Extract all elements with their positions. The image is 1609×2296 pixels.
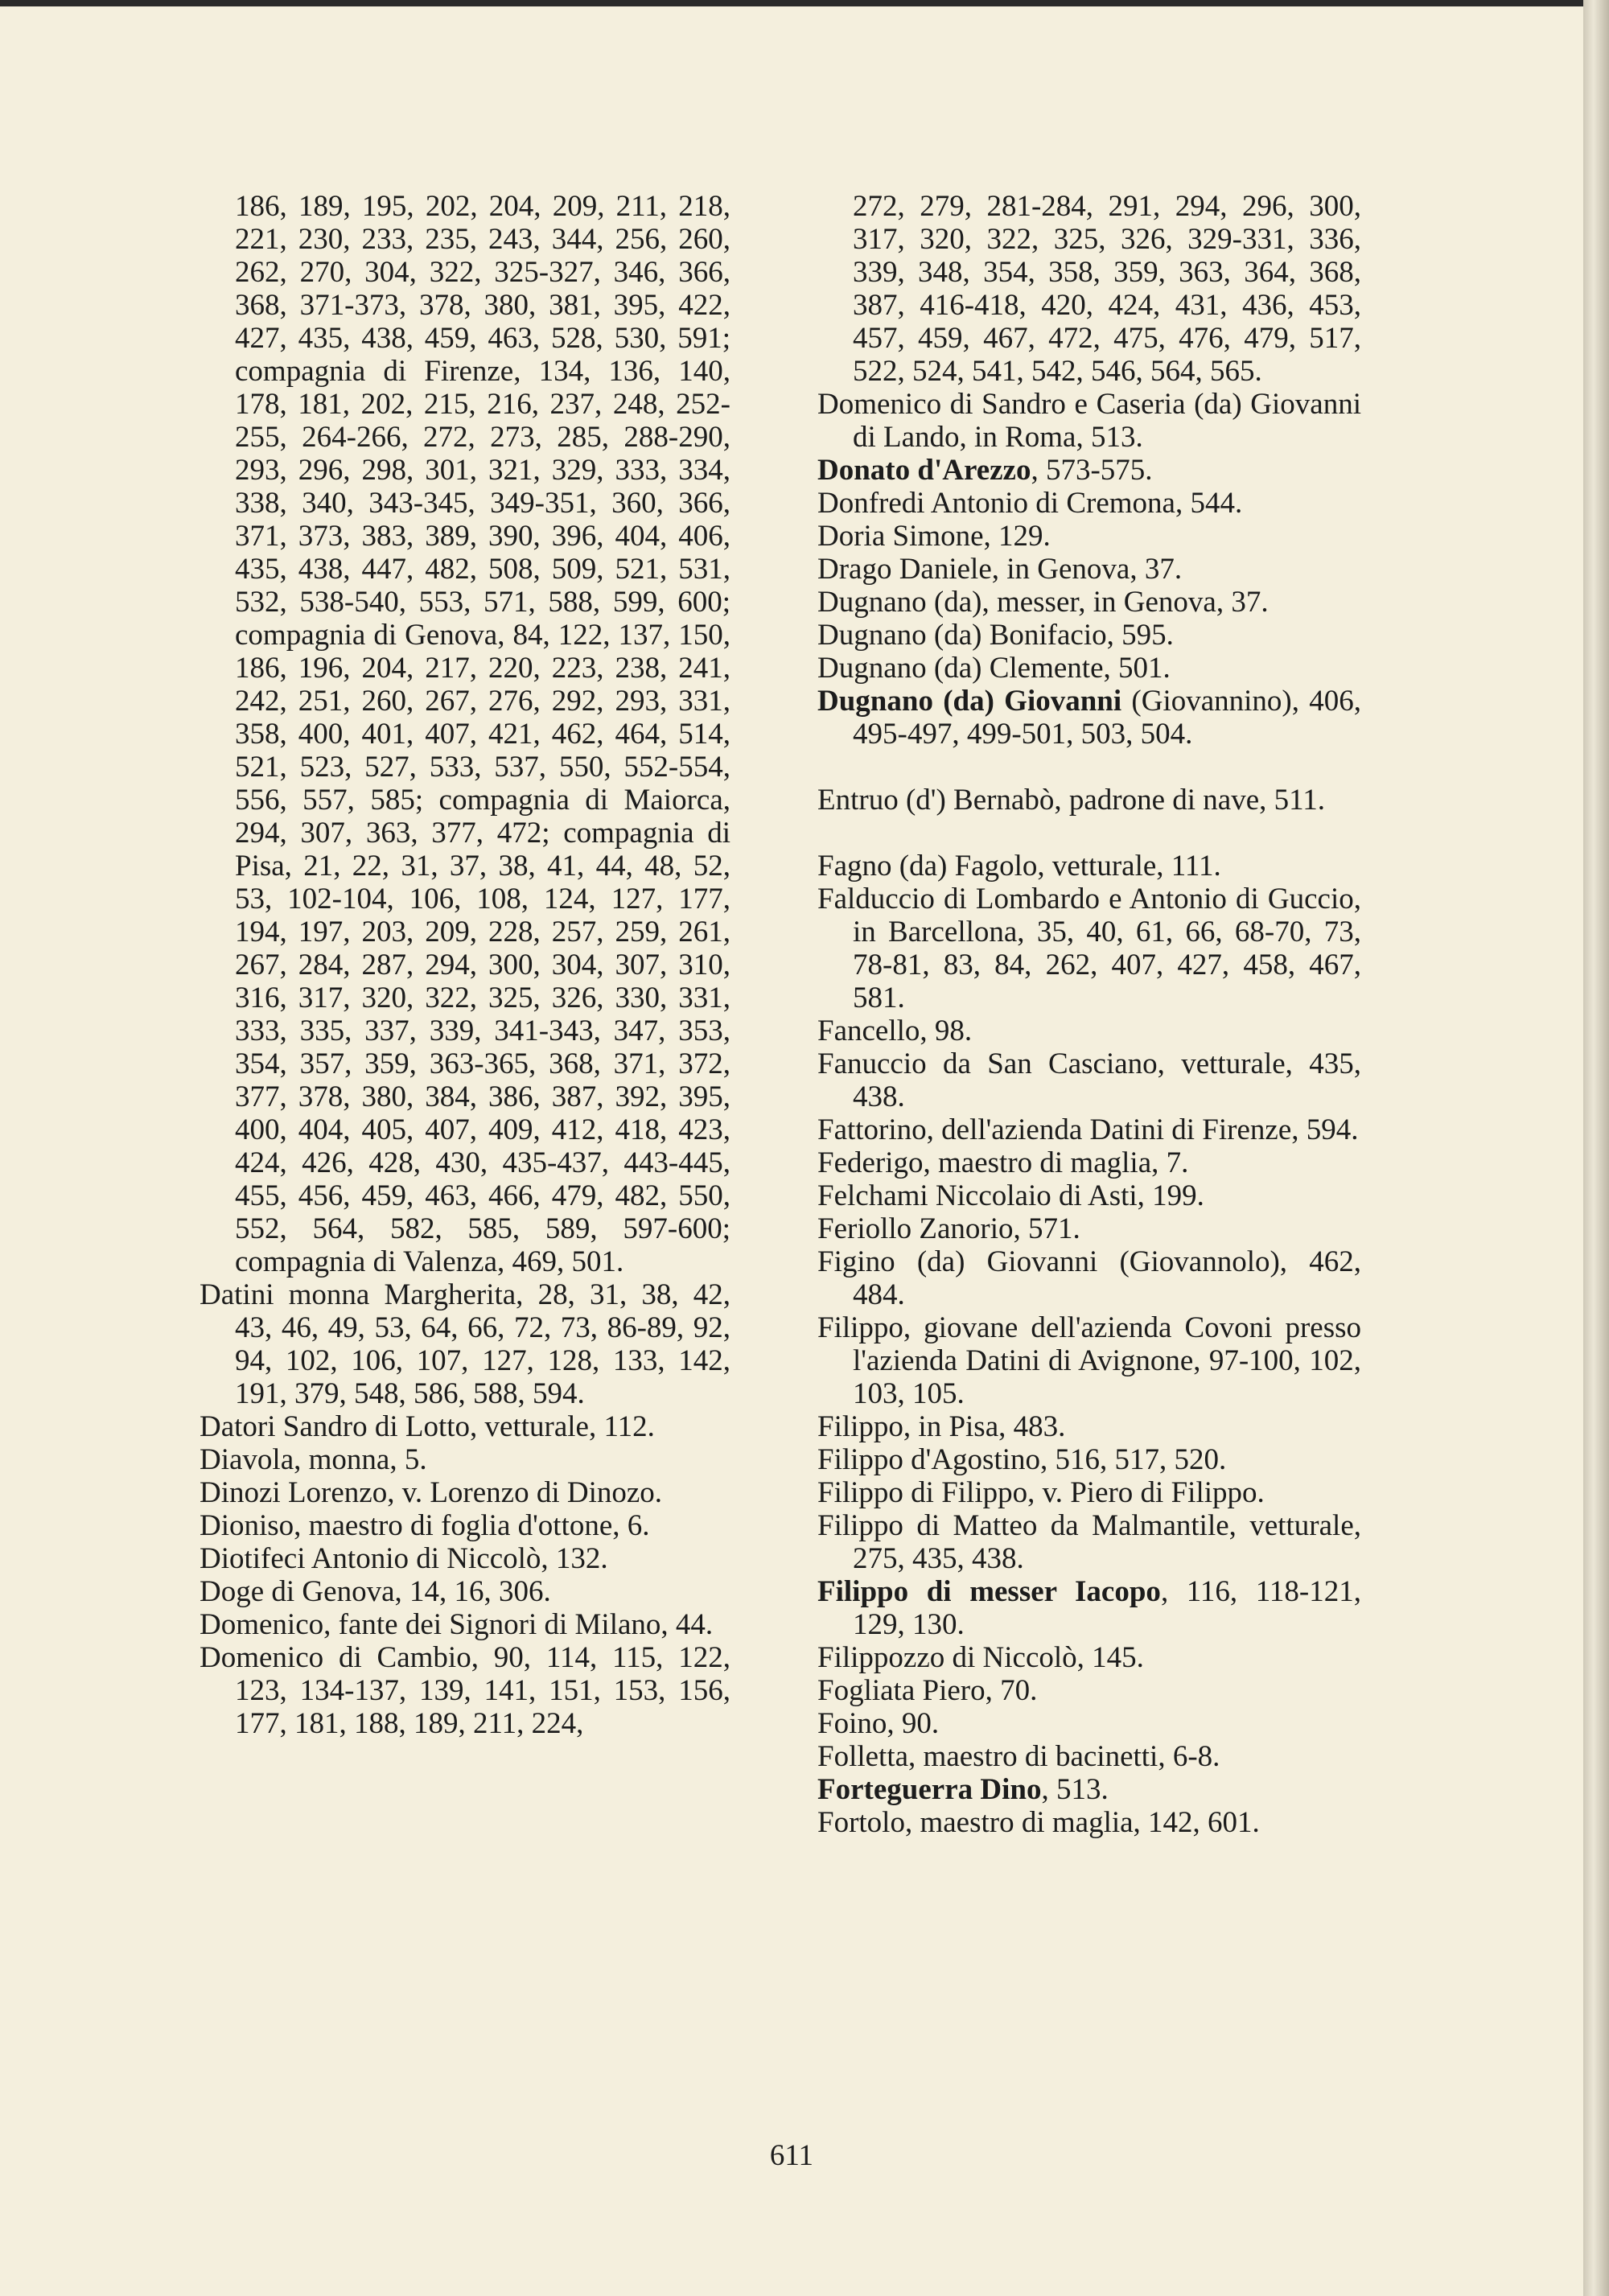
entry-text: , 513. (1041, 1773, 1109, 1806)
index-entry (817, 1641, 1361, 1674)
index-entry (817, 1212, 1361, 1245)
entry-text: Filippo, in Pisa, 483. (817, 1410, 1066, 1443)
entry-text: Fancello, 98. (817, 1014, 973, 1047)
entry-text: Fattorino, dell'azienda Datini di Firenze, 594. (817, 1113, 1359, 1146)
entry-text: , 573-575. (1031, 454, 1153, 487)
entry-text: (Giovannino), 406, 495-497, 499-501, 503, 504. (853, 685, 1361, 751)
page-number: 611 (769, 2139, 814, 2172)
index-entry (817, 487, 1361, 520)
index-entry (817, 1476, 1361, 1509)
entry-text: Dioniso, maestro di foglia d'ottone, 6. (200, 1509, 650, 1542)
index-entry (817, 685, 1361, 751)
index-entry (817, 1674, 1361, 1707)
index-column-left (200, 190, 730, 1740)
index-entry (817, 1179, 1361, 1212)
entry-text: Fortolo, maestro di maglia, 142, 601. (817, 1806, 1260, 1839)
continuation-text: 186, 189, 195, 202, 204, 209, 211, 218, 221, 230, 233, 235, 243, 344, 256, 260, 262, 270, 304, 322, 325-327, 346, 366, 368, 371-373, 378, 380, 381, 395, 422, 427, 435, 438, 459, 463, 528, 530, 591; compagnia di Firenze, 134, 136, 140, 178, 181, 202, 215, 216, 237, 248, 252-255, 264-266, 272, 273, 285, 288-290, 293, 296, 298, 301, 321, 329, 333, 334, 338, 340, 343-345, 349-351, 360, 366, 371, 373, 383, 389, 390, 396, 404, 406, 435, 438, 447, 482, 508, 509, 521, 531, 532, 538-540, 553, 571, 588, 599, 600; compagnia di Genova, 84, 122, 137, 150, 186, 196, 204, 217, 220, 223, 238, 241, 242, 251, 260, 267, 276, 292, 293, 331, 358, 400, 401, 407, 421, 462, 464, 514, 521, 523, 527, 533, 537, 550, 552-554, 556, 557, 585; compagnia di Maiorca, 294, 307, 363, 377, 472; compagnia di Pisa, 21, 22, 31, 37, 38, 41, 44, 48, 52, 53, 102-104, 106, 108, 124, 127, 177, 194, 197, 203, 209, 228, 257, 259, 261, 267, 284, 287, 294, 300, 304, 307, 310, 316, 317, 320, 322, 325, 326, 330, 331, 333, 335, 337, 339, 341-343, 347, 353, 354, 357, 359, 363-365, 368, 371, 372, 377, 378, 380, 384, 386, 387, 392, 395, 400, 404, 405, 407, 409, 412, 418, 423, 424, 426, 428, 430, 435-437, 443-445, 455, 456, 459, 463, 466, 479, 482, 550, 552, 564, 582, 585, 589, 597-600; compagnia di Valenza, 469, 501. (235, 190, 730, 1278)
entry-text: Diotifeci Antonio di Niccolò, 132. (200, 1542, 608, 1575)
entry-text: Datori Sandro di Lotto, vetturale, 112. (200, 1410, 655, 1443)
index-entry (817, 1707, 1361, 1740)
entry-text: Filippozzo di Niccolò, 145. (817, 1641, 1144, 1674)
entry-text: Filippo, giovane dell'azienda Covoni presso l'azienda Datini di Avignone, 97-100, 102, 103, 105. (817, 1311, 1361, 1410)
index-entry (817, 1410, 1361, 1443)
index-entry (817, 586, 1361, 619)
index-entry (200, 1509, 730, 1542)
index-entry (817, 1740, 1361, 1773)
index-entry (200, 1476, 730, 1509)
entry-text: Domenico, fante dei Signori di Milano, 44. (200, 1608, 714, 1641)
entry-heading: Forteguerra Dino (817, 1773, 1042, 1806)
entry-text: Doria Simone, 129. (817, 520, 1051, 553)
entry-heading: Filippo di messer Iacopo (817, 1575, 1161, 1608)
index-entry (817, 1047, 1361, 1113)
index-entry (817, 388, 1361, 454)
entry-text: Drago Daniele, in Genova, 37. (817, 553, 1183, 586)
index-entry (817, 1014, 1361, 1047)
index-entry (200, 1608, 730, 1641)
entry-text: Foino, 90. (817, 1707, 940, 1740)
entry-text: Domenico di Sandro e Caseria (da) Giovanni di Lando, in Roma, 513. (817, 388, 1361, 454)
entry-text: Fanuccio da San Casciano, vetturale, 435, 438. (817, 1047, 1361, 1113)
index-entry (817, 454, 1361, 487)
entry-list (817, 388, 1361, 1839)
index-entry (817, 652, 1361, 685)
index-entry (817, 1443, 1361, 1476)
entry-text: Felchami Niccolaio di Asti, 199. (817, 1179, 1204, 1212)
index-entry (817, 619, 1361, 652)
entry-text: Doge di Genova, 14, 16, 306. (200, 1575, 551, 1608)
entry-text: Filippo di Filippo, v. Piero di Filippo. (817, 1476, 1265, 1509)
index-entry (817, 553, 1361, 586)
entry-text: Donfredi Antonio di Cremona, 544. (817, 487, 1243, 520)
index-entry (817, 1773, 1361, 1806)
entry-text: Fagno (da) Fagolo, vetturale, 111. (817, 850, 1221, 883)
index-entry (817, 883, 1361, 1014)
entry-text: Folletta, maestro di bacinetti, 6-8. (817, 1740, 1220, 1773)
entry-text: Dinozi Lorenzo, v. Lorenzo di Dinozo. (200, 1476, 663, 1509)
index-entry (817, 1311, 1361, 1410)
entry-heading: Dugnano (da) Giovanni (817, 685, 1122, 718)
index-entry (817, 1509, 1361, 1575)
index-entry (200, 1542, 730, 1575)
entry-text: Dugnano (da) Clemente, 501. (817, 652, 1171, 685)
entry-text: Dugnano (da), messer, in Genova, 37. (817, 586, 1269, 619)
entry-text: Datini monna Margherita, 28, 31, 38, 42, 43, 46, 49, 53, 64, 66, 72, 73, 86-89, 92, 94, 102, 106, 107, 127, 128, 133, 142, 191, 379, 548, 586, 588, 594. (200, 1278, 730, 1410)
index-entry (817, 1806, 1361, 1839)
entry-text: , 116, 118-121, 129, 130. (853, 1575, 1362, 1641)
entry-text: Feriollo Zanorio, 571. (817, 1212, 1080, 1245)
entry-heading: Donato d'Arezzo (817, 454, 1031, 487)
index-entry (817, 850, 1361, 883)
entry-text: Entruo (d') Bernabò, padrone di nave, 511. (817, 784, 1326, 817)
index-entry (817, 520, 1361, 553)
entry-text: Filippo di Matteo da Malmantile, vetturale, 275, 435, 438. (817, 1509, 1361, 1575)
index-entry (817, 1146, 1361, 1179)
entry-text: Falduccio di Lombardo e Antonio di Guccio, in Barcellona, 35, 40, 61, 66, 68-70, 73, 78-81, 83, 84, 262, 407, 427, 458, 467, 581. (817, 883, 1361, 1014)
index-column-right (817, 190, 1361, 1839)
entry-text: Figino (da) Giovanni (Giovannolo), 462, 484. (817, 1245, 1361, 1311)
index-entry (200, 1410, 730, 1443)
index-entry (200, 1443, 730, 1476)
index-entry (200, 1278, 730, 1410)
page-edge (1583, 0, 1609, 2296)
entry-text: Filippo d'Agostino, 516, 517, 520. (817, 1443, 1227, 1476)
index-entry (200, 1575, 730, 1608)
entry-text: Diavola, monna, 5. (200, 1443, 427, 1476)
entry-text: Domenico di Cambio, 90, 114, 115, 122, 123, 134-137, 139, 141, 151, 153, 156, 177, 181, 188, 189, 211, 224, (200, 1641, 730, 1740)
index-entry (817, 1575, 1361, 1641)
entry-text: Federigo, maestro di maglia, 7. (817, 1146, 1189, 1179)
index-entry (817, 784, 1361, 817)
index-entry (817, 1113, 1361, 1146)
continuation-text: 272, 279, 281-284, 291, 294, 296, 300, 317, 320, 322, 325, 326, 329-331, 336, 339, 348, 354, 358, 359, 363, 364, 368, 387, 416-418, 420, 424, 431, 436, 453, 457, 459, 467, 472, 475, 476, 479, 517, 522, 524, 541, 542, 546, 564, 565. (853, 190, 1361, 388)
entry-text: Dugnano (da) Bonifacio, 595. (817, 619, 1174, 652)
entry-list (200, 1278, 730, 1740)
entry-text: Fogliata Piero, 70. (817, 1674, 1038, 1707)
index-entry (817, 1245, 1361, 1311)
index-entry (200, 1641, 730, 1740)
